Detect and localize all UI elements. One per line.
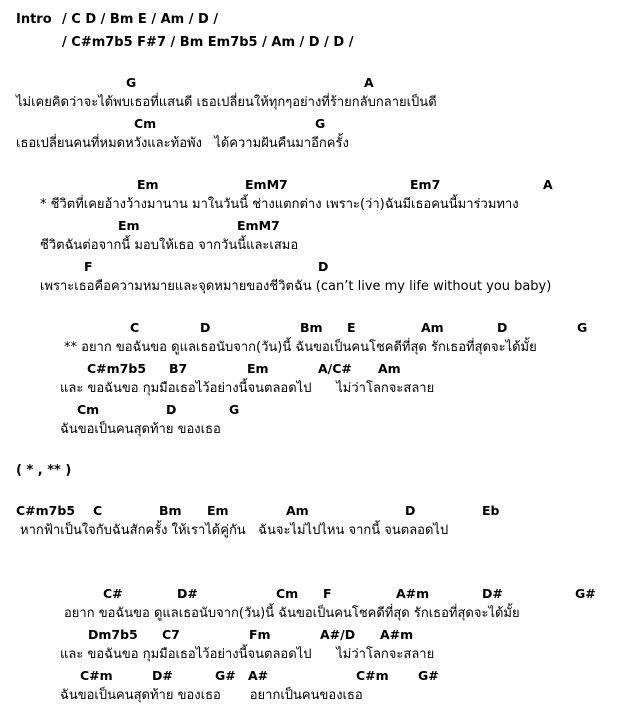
lyric-line: ไม่เคยคิดว่าจะได้พบเธอที่แสนดี เธอเปลี่ยนให้ทุกๆอย่างที่ร้ายกลับกลายเป็นดี: [16, 95, 437, 110]
lyric-line: อยาก ขอฉันขอ ดูแลเธอนับจาก(วัน)นี้ ฉันขอเป็นคนโชคดีที่สุด รักเธอที่สุดจะได้มั้ย: [64, 606, 520, 621]
chord: G: [126, 75, 137, 90]
lyric-line: เธอเปลี่ยนคนที่หมดหวังและท้อพัง ได้ความฝันคืนมาอีกครั้ง: [16, 136, 349, 151]
lyric-line: * ชีวิตที่เคยอ้างว้างมานาน มาในวันนี้ ช่างแตกต่าง เพราะ(ว่า)ฉันมีเธอคนนี้มาร่วมทาง: [40, 197, 519, 212]
repeat-marker: ( * , ** ): [16, 463, 72, 478]
chord: C#m: [356, 668, 389, 683]
chord: G#: [575, 586, 596, 601]
chord: C7: [162, 627, 180, 642]
chord: G: [315, 116, 326, 131]
chord: C#m: [80, 668, 113, 683]
chord: Am: [421, 320, 444, 335]
chord: D#: [482, 586, 503, 601]
chord: E: [347, 320, 356, 335]
chord: A: [543, 177, 553, 192]
chord: F: [323, 586, 332, 601]
chord: Cm: [276, 586, 299, 601]
chord: C: [93, 503, 103, 518]
lyric-line: เพราะเธอคือความหมายและจุดหมายของชีวิตฉัน (can’t live my life without you baby): [40, 279, 552, 294]
chord: Em7: [410, 177, 441, 192]
lyric-line: ฉันขอเป็นคนสุดท้าย ของเธอ อยากเป็นคนของเธอ: [60, 688, 363, 703]
chord: EmM7: [237, 218, 280, 233]
lyric-line: ** อยาก ขอฉันขอ ดูแลเธอนับจาก(วัน)นี้ ฉันขอเป็นคนโชคดีที่สุด รักเธอที่สุดจะได้มั้ย: [64, 340, 537, 355]
chord: G#: [418, 668, 439, 683]
chord: A: [364, 75, 374, 90]
chord: D: [405, 503, 416, 518]
chord: G: [577, 320, 588, 335]
chord: C#: [103, 586, 123, 601]
lyric-line: หากฟ้าเป็นใจกับฉันสักครั้ง ให้เราได้คู่กัน ฉันจะไม่ไปไหน จากนี้ จนตลอดไป: [20, 523, 449, 538]
chord: B7: [169, 361, 188, 376]
chord: D: [200, 320, 211, 335]
chord: Em: [207, 503, 229, 518]
chord: Em: [247, 361, 269, 376]
chord: F: [84, 259, 93, 274]
chord: Em: [118, 218, 140, 233]
intro-chords-line-2: / C#m7b5 F#7 / Bm Em7b5 / Am / D / D /: [62, 35, 354, 50]
chord: Em: [137, 177, 159, 192]
lyric-line: ชีวิตฉันต่อจากนี้ มอบให้เธอ จากวันนี้และเสมอ: [40, 238, 299, 253]
chord: Eb: [482, 503, 500, 518]
chord: Dm7b5: [88, 627, 138, 642]
lyric-line: และ ขอฉันขอ กุมมือเธอไว้อย่างนี้จนตลอดไป ไม่ว่าโลกจะสลาย: [60, 647, 435, 662]
chord: Cm: [77, 402, 100, 417]
chord: Bm: [159, 503, 182, 518]
chord: C#m7b5: [87, 361, 147, 376]
chord: A/C#: [318, 361, 352, 376]
chord: EmM7: [245, 177, 288, 192]
chord: Am: [378, 361, 401, 376]
chord: D#: [152, 668, 173, 683]
lyric-line: ฉันขอเป็นคนสุดท้าย ของเธอ: [60, 422, 221, 437]
chord: G#: [215, 668, 236, 683]
chord: A#: [248, 668, 269, 683]
chord: Bm: [300, 320, 323, 335]
chord: Fm: [249, 627, 271, 642]
chord: G: [229, 402, 240, 417]
chord: A#/D: [320, 627, 356, 642]
chord: D#: [177, 586, 198, 601]
chord: C: [130, 320, 140, 335]
intro-chords-line-1: / C D / Bm E / Am / D /: [62, 12, 219, 27]
chord: D: [497, 320, 508, 335]
chord: Am: [286, 503, 309, 518]
chord: C#m7b5: [16, 503, 76, 518]
chord: A#m: [380, 627, 414, 642]
intro-label: Intro: [16, 12, 52, 27]
chord: A#m: [396, 586, 430, 601]
lyric-line: และ ขอฉันขอ กุมมือเธอไว้อย่างนี้จนตลอดไป ไม่ว่าโลกจะสลาย: [60, 381, 435, 396]
chord: D: [166, 402, 177, 417]
chord: Cm: [134, 116, 157, 131]
chord: D: [318, 259, 329, 274]
